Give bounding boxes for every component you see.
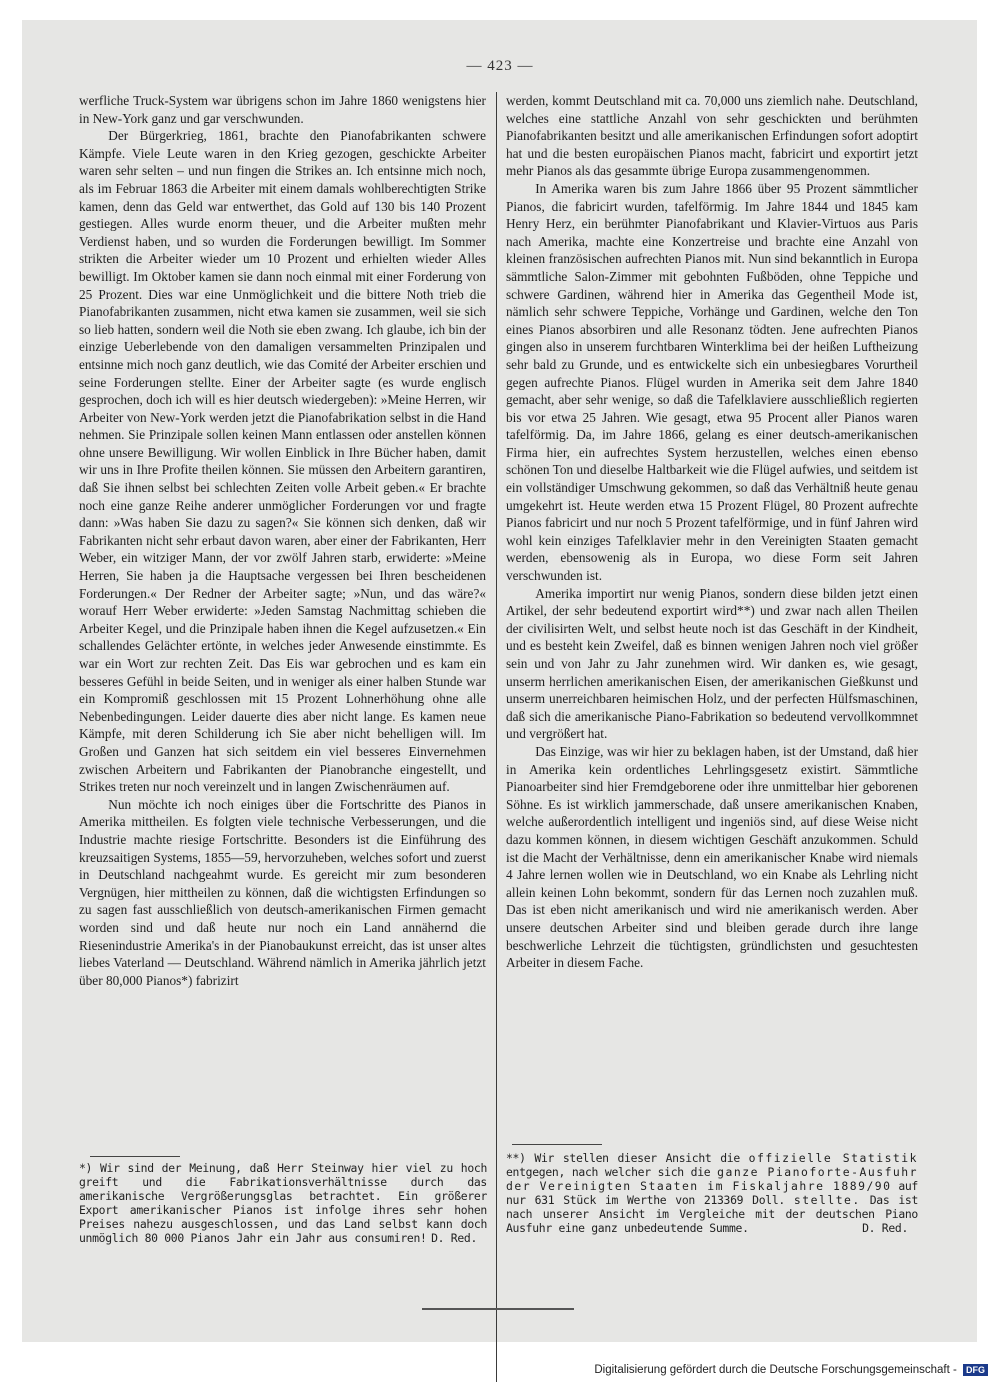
footnote-right-lead: **) Wir stellen dieser Ansicht die [506,1151,740,1165]
credit-text: Digitalisierung gefördert durch die Deutsche Forschungsgemeinschaft - [594,1364,957,1377]
footnote-left-signature: D. Red. [431,1230,477,1245]
right-column [506,92,918,972]
paragraph: Der Bürgerkrieg, 1861, brachte den Pianofabrikanten schwere Kämpfe. Viele Leute waren in den Krieg gezogen, geschickte Arbeiter waren sehr selten – und nun fingen die Strikes an. Ich entsinne mich noch, als im Februar 1863 die Arbeiter mit einem damals wohlberechtigten Strike kamen, denn das Geld war entwerthet, das Gold auf 130 bis 140 Prozent gestiegen. Alles wurde enorm theuer, und die Arbeiter mußten mehr Verdienst haben, und so wurden die Forderungen bewilligt. Im Sommer strikten die Arbeiter wieder um 10 Prozent und erhielten wieder Alles bewilligt. Im Oktober kamen sie dann noch einmal mit einer Forderung von 25 Prozent. Dies war eine Unmöglichkeit und die bittere Noth trieb die Pianofabrikanten zusammen, nicht etwa kamen sie zusammen, weil sie sich so lieb hatten, sondern weil die Noth sie eben zwang. Ich glaube, ich bin der einzige Ueberlebende von den damaligen versammelten Prinzipalen und entsinne mich noch ganz deutlich, wie das Comité der Arbeiter erschien und seine Forderungen stellte. Einer der Arbeiter sagte (es wurde englisch gesprochen, doch ich will es hier deutsch wiedergeben): »Meine Herren, wir Arbeiter von New-York werden jetzt die Pianofabrikation selbst in die Hand nehmen. Sie Prinzipale sollen keinen Mann entlassen oder anstellen können ohne unsere Bewilligung. Wir wollen Einblick in Ihre Bücher haben, damit wir uns in Ihre Profite theilen können. Sie müssen den Arbeitern garantiren, daß Sie ihnen selbst bei schlechten Zeiten volle Arbeit geben.« Er brachte noch eine ganze Reihe anderer unmöglicher Forderungen vor und fragte dann: »Was haben Sie dazu zu sagen?« Sie können sich denken, daß wir Fabrikanten nicht sehr erbaut davon waren, aber einer der Fabrikanten, Herr Weber, ein witziger Mann, der vor zwölf Jahren starb, erwiderte: »Meine Herren, Sie haben ja die Hauptsache vergessen bei Ihren bescheidenen Forderungen.« Der Redner der Arbeiter sagte; »Nun, und das wäre?« worauf Herr Weber erwiderte: »Jeden Samstag Nachmittag schieben die Arbeiter Kegel, und die Prinzipale haben ihnen die Kegel aufzusetzen.« Ein schallendes Gelächter ertönte, in welches jeder Anwesende einstimmte. Es war ein Wort zur rechten Zeit. Das Eis war gebrochen und es kam ein besseres Gefühl in beide Seiten, und in weniger als einer halben Stunde war ein Kompromiß geschlossen mit 15 Prozent Lohnerhöhung ohne alle Nebenbedingungen. Leider dauerte dies aber nicht lange. Es kamen neue Kämpfe, mit deren Schilderung ich Sie aber nicht behelligen will. Im Großen und Ganzen hat sich seitdem ein viel besseres Einvernehmen zwischen Arbeitern und Fabrikanten der Pianobranche eingestellt, und Strikes treten nur noch vereinzelt und in langen Zwischenräumen auf. [79,128,486,795]
paragraph: Das Einzige, was wir hier zu beklagen haben, ist der Umstand, daß hier in Amerika kein ordentliches Lehrlingsgesetz existirt. Sämmtliche Pianoarbeiter sind hier Fremdgeborene oder ihre unmittelbar hier geborenen Söhne. Es ist wirklich jammerschade, daß unsere amerikanischen Knaben, welche außerordentlich intelligent und ingeniös sind, auf diese Weise nicht dazu kommen können, in diesem wichtigen Geschäft anzukommen. Schuld ist die Macht der Verhältnisse, denn ein amerikanischer Knabe wird niemals 4 Jahre lernen wollen wie in Deutschland, wo ein Knabe als Lehrling nicht allein keinen Lohn bekommt, sondern für das Lernen noch zuzahlen muß. Das ist eben nicht amerikanisch und wird nie amerikanisch werden. Aber unsere deutschen Arbeiter sind und bleiben gerade durch ihre lange beschwerliche Lehrzeit die tüchtigsten, gründlichsten und gesuchtesten Arbeiter in diesem Fache. [506,743,918,971]
footnote-right-mid-2: auf nur 631 Stück im Werthe von 213369 Doll. [506,1178,918,1207]
left-column [79,92,486,989]
footnote-right-signature: D. Red. [862,1220,908,1235]
paragraph: Amerika importirt nur wenig Pianos, sondern diese bilden jetzt einen Artikel, der sehr bedeutend exportirt wird**) und zwar nach allen Theilen der civilisirten Welt, und selbst heute noch ist das Geschäft in der Kindheit, und es besteht kein Zweifel, daß es binnen wenigen Jahren noch viel größer sein und von Jahr zu Jahr zunehmen wird. Wir danken es, wie gesagt, unserm herrlichen amerikanischen Eisen, der amerikanischen Gießkunst und unserm unerreichbaren heimischen Holz, und der perfecten Hülfsmaschinen, daß sich die amerikanische Piano-Fabrikation so bedeutend vervollkommnet und vergrößert hat. [506,585,918,742]
column-divider [496,92,497,1382]
footnote-right [506,1152,918,1235]
footnote-right-mid-1: entgegen, nach welcher sich die [506,1164,711,1179]
footnote-right-spaced-3: stellte. [793,1192,861,1207]
footnote-right-tail: Das ist nach unserer Ansicht im Vergleiche mit der deutschen Piano Ausfuhr eine ganz unbedeutende Summe. [506,1192,919,1235]
footnote-right-spaced-2: ganze Pianoforte-Ausfuhr der Vereinigten Staaten im Fiskaljahre 1889/90 [506,1164,918,1193]
paragraph: werden, kommt Deutschland mit ca. 70,000 uns ziemlich nahe. Deutschland, welches eine stattliche Anzahl von sehr geschickten und berühmten Pianofabrikanten besitzt und alle amerikanischen Erfindungen sofort adoptirt hat und die besten europäischen Pianos macht, fabricirt und exportirt jetzt mehr Pianos als das gesammte übrige Europa zusammengenommen. [506,93,918,179]
page-number: — 423 — [466,58,534,74]
footnote-left-text: *) Wir sind der Meinung, daß Herr Steinway hier viel zu hoch greift und die Fabrikationsverhältnisse durch das amerikanische Vergrößerungsglas betrachtet. Ein größerer Export amerikanischer Pianos ist infolge ihres sehr hohen Preises nahezu ausgeschlossen, und das Land selbst kann doch unmöglich 80 000 Pianos Jahr ein Jahr aus consumiren! [79,1161,487,1245]
paragraph: werfliche Truck-System war übrigens schon im Jahre 1860 wenigstens hier in New-York ganz und gar verschwunden. [79,93,486,126]
footnote-right-spaced-1: offizielle Statistik [748,1151,918,1165]
footnote-rule-left [90,1156,180,1157]
digitization-credit [594,1364,988,1376]
footnote-left [79,1162,487,1245]
paragraph: In Amerika waren bis zum Jahre 1866 über 95 Prozent sämmtlicher Pianos, die fabricirt wurden, tafelförmig. Im Jahre 1844 und 1845 kam Henry Herz, ein berühmter Pianofabrikant und Klavier-Virtuos aus Paris nach Amerika, machte eine Konzertreise und brachte eine Anzahl von kleinen französischen aufrechten Pianos mit. Nun sind bekanntlich in Europa sämmtliche Salon-Zimmer mit gebohnten Fußböden, ohne Teppiche und schwere Gardinen, während hier in Amerika das Gegentheil Mode ist, nämlich sehr schwere Teppiche, Vorhänge und Gardinen, welche den Ton eines Pianos absorbiren und alle Resonanz tödten. Jene aufrechten Pianos gingen also in unserem furchtbaren Winterklima bei der heißen Luftheizung sehr bald zu Grunde, und es entwickelte sich ein unbesiegbares Vorurtheil gegen aufrechte Pianos. Flügel wurden in Amerika seit dem Jahre 1840 gemacht, aber sehr wenige, so daß die Tafelklaviere ausschließlich regierten bis vor etwa 25 Jahren. Wie gesagt, etwa 95 Procent aller Pianos waren tafelförmig. Da, im Jahre 1866, gelang es einer deutsch-amerikanischen Firma hier, ein aufrechtes System herzustellen, welches einen ebenso schönen Ton und dieselbe Haltbarkeit wie die Flügel aufwies, und seitdem ist ein vollständiger Umschwung gekommen, so daß das Verhältniß heute genau umgekehrt ist. Heute werden etwa 15 Prozent Flügel, 80 Prozent aufrechte Pianos fabricirt und nur noch 5 Prozent tafelförmige, und in fünf Jahren wird wohl kein einziges Tafelklavier mehr in den Vereinigten Staaten gemacht werden, ebensowenig als in Europa, wo diese Form seit Jahren verschwunden ist. [506,180,918,584]
bottom-rule [422,1308,574,1310]
paragraph: Nun möchte ich noch einiges über die Fortschritte des Pianos in Amerika mittheilen. Es folgten viele technische Verbesserungen, und die Industrie machte riesige Fortschritte. Besonders ist die Einführung des kreuzsaitigen Systems, 1855—59, hervorzuheben, welches sofort und zuerst in Deutschland nachgeahmt wurde. Es gereicht mir zum besonderen Vergnügen, hier mittheilen zu können, daß die wichtigsten Erfindungen so zu sagen fast ausschließlich von deutsch-amerikanischen Firmen gemacht worden sind und daß heute nur noch ein Land annähernd die Riesenindustrie Amerika's in der Pianobaukunst erreicht, das ist unser altes liebes Vaterland — Deutschland. Während nämlich in Amerika jährlich jetzt über 80,000 Pianos*) fabrizirt [79,796,486,988]
footnote-rule-right [512,1144,602,1145]
dfg-logo: DFG [963,1364,988,1376]
